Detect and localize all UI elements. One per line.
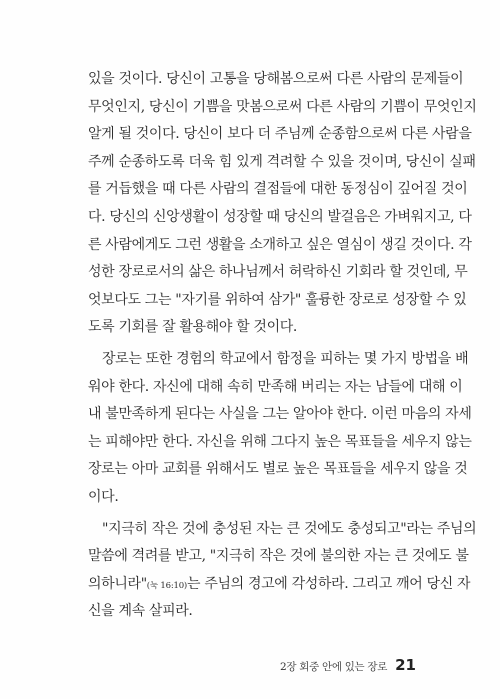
chapter-title: 2장 회중 안에 있는 장로 xyxy=(280,661,388,673)
text-line: 도록 기회를 잘 활용해야 할 것이다. xyxy=(88,319,298,336)
text-line: 이다. xyxy=(88,488,119,505)
page-footer xyxy=(280,656,416,674)
text-line: 장로는 아마 교회를 위해서도 별로 높은 목표들을 세우지 않을 것 xyxy=(88,461,468,478)
text-line: 엇보다도 그는 "자기를 위하여 삼가" 훌륭한 장로로 성장할 수 있 xyxy=(88,291,467,308)
text-line: 신을 계속 살피라. xyxy=(88,603,193,620)
text-line: 다. 당신의 신앙생활이 성장할 때 당신의 발걸음은 가벼워지고, 다 xyxy=(88,208,472,225)
text-line: 워야 한다. 자신에 대해 속히 만족해 버리는 자는 남들에 대해 이 xyxy=(88,378,463,395)
text-line: 내 불만족하게 된다는 사실을 그는 알아야 한다. 이런 마음의 자세 xyxy=(88,406,472,423)
text-line: 말씀에 격려를 받고, "지극히 작은 것에 불의한 자는 큰 것에도 불 xyxy=(88,548,469,565)
text-segment: 의하니라" xyxy=(88,575,147,592)
text-line: 는 피해야만 한다. 자신을 위해 그다지 높은 목표들을 세우지 않는 xyxy=(88,433,472,450)
text-line: 성한 장로로서의 삶은 하나님께서 허락하신 기회라 할 것인데, 무 xyxy=(88,264,468,281)
scripture-reference: (눅 16:10) xyxy=(146,580,188,591)
text-segment: 는 주님의 경고에 각성하라. 그리고 깨어 당신 자 xyxy=(187,575,471,592)
text-line: 른 사람에게도 그런 생활을 소개하고 싶은 열심이 생길 것이다. 각 xyxy=(88,236,472,253)
text-line: 를 거듭했을 때 다른 사람의 결점들에 대한 동정심이 깊어질 것이 xyxy=(88,181,468,198)
body-text xyxy=(88,66,477,626)
text-line: 무엇인지, 당신이 기쁨을 맛봄으로써 다른 사람의 기쁨이 무엇인지 xyxy=(88,98,477,115)
page-number: 21 xyxy=(395,656,416,674)
text-line: 주께 순종하도록 더욱 힘 있게 격려할 수 있을 것이며, 당신이 실패 xyxy=(88,153,476,170)
text-line: 알게 될 것이다. 당신이 보다 더 주님께 순종함으로써 다른 사람을 xyxy=(88,126,472,143)
text-line xyxy=(88,571,471,599)
text-line: "지극히 작은 것에 충성된 자는 큰 것에도 충성되고"라는 주님의 xyxy=(102,520,477,537)
text-line: 있을 것이다. 당신이 고통을 당해봄으로써 다른 사람의 문제들이 xyxy=(88,71,464,87)
text-line: 장로는 또한 경험의 학교에서 함정을 피하는 몇 가지 방법을 배 xyxy=(102,350,469,367)
